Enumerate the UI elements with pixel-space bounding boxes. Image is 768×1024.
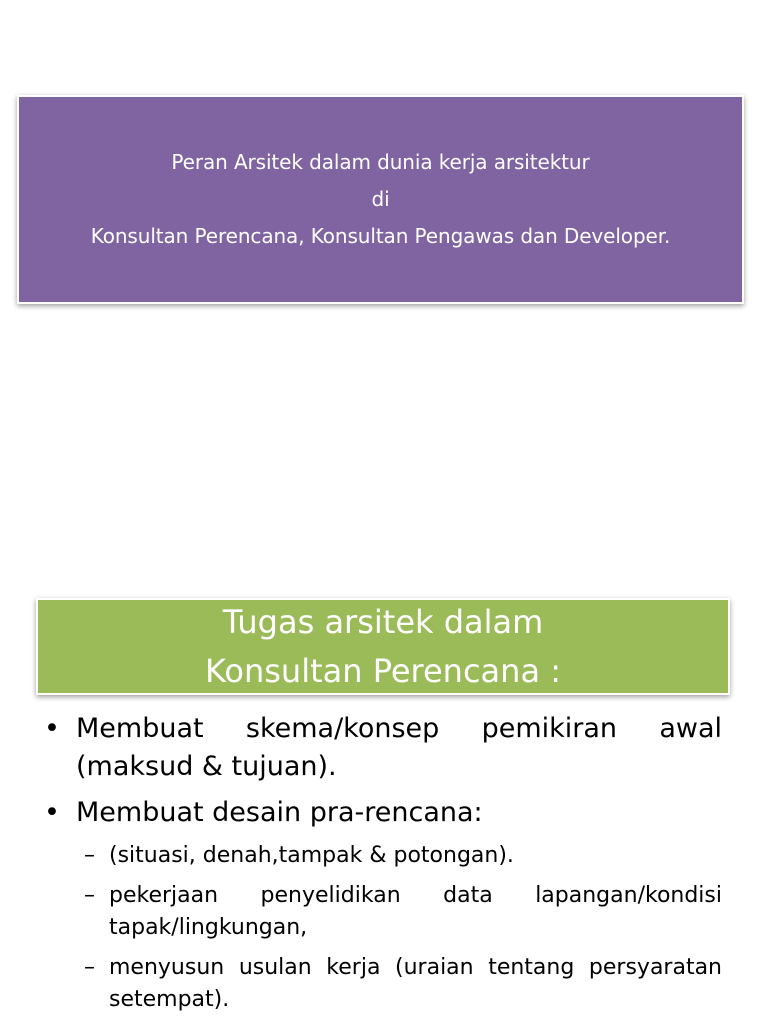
sub-list-item-text: pekerjaan penyelidikan data lapangan/kondisi tapak/lingkungan, [109,883,722,940]
list-item [44,794,722,832]
subtitle-box [38,600,728,693]
title-line-2: di [371,187,390,211]
sub-list-item [44,880,722,944]
bullet-marker: • [44,797,60,828]
title-line-1: Peran Arsitek dalam dunia kerja arsitektur [171,150,590,174]
title-line-3: Konsultan Perencana, Konsultan Pengawas dan Developer. [90,224,671,248]
list-item-text: Membuat desain pra-rencana: [76,797,483,828]
subtitle-line-1: Tugas arsitek dalam [222,602,544,641]
bullet-marker: • [44,713,60,744]
sub-list-item-text: (situasi, denah,tampak & potongan). [109,843,514,868]
task-list [44,710,722,1024]
sub-list-item-text: menyusun usulan kerja (uraian tentang persyaratan setempat). [109,955,722,1012]
dash-marker: – [84,955,95,980]
list-item [44,710,722,786]
subtitle-line-2: Konsultan Perencana : [204,651,561,690]
dash-marker: – [84,843,95,868]
sub-list-item [44,840,722,872]
list-item-text: Membuat skema/konsep pemikiran awal (maksud & tujuan). [76,713,722,782]
sub-list-item [44,952,722,1016]
title-box [19,97,742,302]
dash-marker: – [84,883,95,908]
